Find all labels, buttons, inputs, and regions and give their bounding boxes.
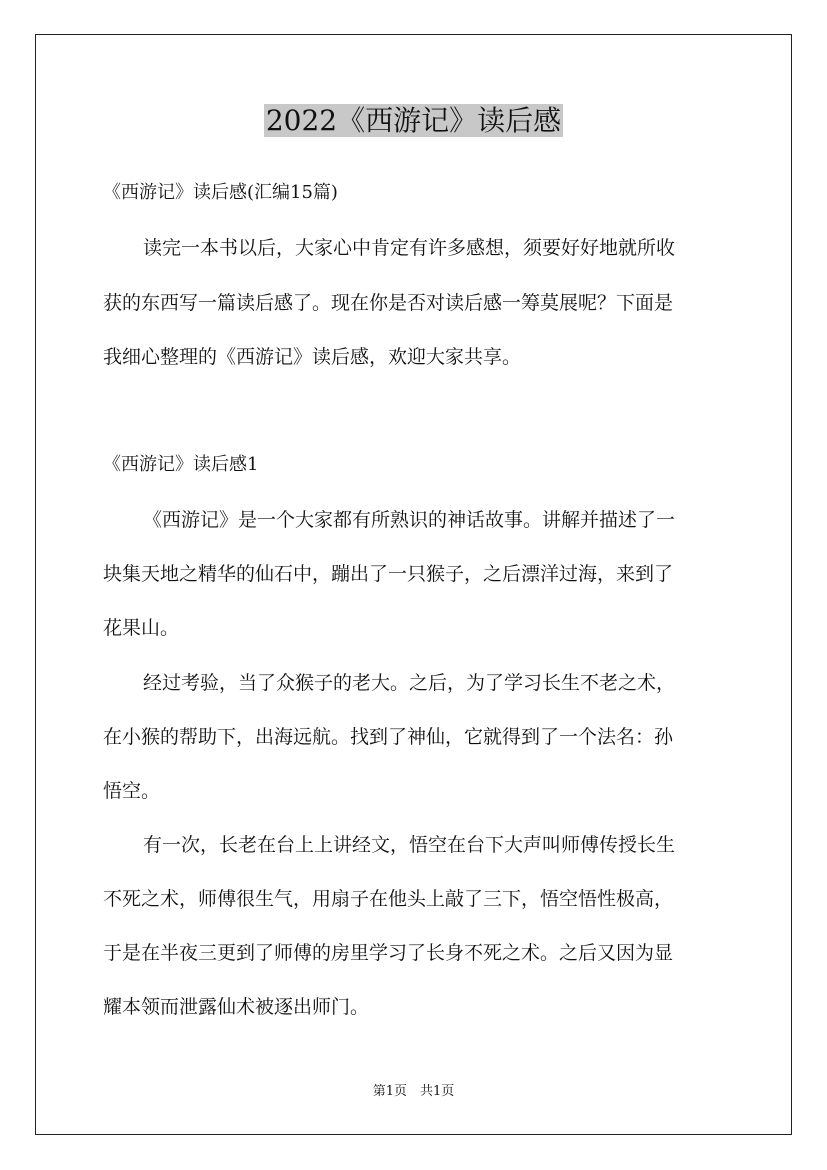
paragraph-3-line-3: 于是在半夜三更到了师傅的房里学习了长身不死之术。之后又因为显: [103, 942, 674, 964]
document-title-text: 2022《西游记》读后感: [265, 104, 562, 137]
document-subtitle: 《西游记》读后感(汇编15篇): [103, 182, 338, 203]
paragraph-3-line-1: 有一次，长老在台上上讲经文，悟空在台下大声叫师傅传授长生: [143, 834, 676, 856]
document-title: [0, 100, 827, 142]
section-heading: 《西游记》读后感1: [103, 454, 259, 475]
page-footer: 第1页 共1页: [372, 1084, 455, 1099]
intro-line-1: 读完一本书以后，大家心中肯定有许多感想，须要好好地就所收: [143, 237, 676, 259]
intro-line-2: 获的东西写一篇读后感了。现在你是否对读后感一筹莫展呢？下面是: [103, 292, 674, 314]
paragraph-2-line-1: 经过考验，当了众猴子的老大。之后，为了学习长生不老之术，: [143, 672, 676, 694]
paragraph-1-line-1: 《西游记》是一个大家都有所熟识的神话故事。讲解并描述了一: [143, 509, 676, 531]
paragraph-2-line-2: 在小猴的帮助下，出海远航。找到了神仙，它就得到了一个法名：孙: [103, 726, 674, 748]
paragraph-1-line-3: 花果山。: [103, 617, 180, 639]
intro-line-3: 我细心整理的《西游记》读后感，欢迎大家共享。: [103, 346, 522, 368]
paragraph-3-line-2: 不死之术，师傅很生气，用扇子在他头上敲了三下，悟空悟性极高，: [103, 888, 674, 910]
paragraph-3-line-4: 耀本领而泄露仙术被逐出师门。: [103, 996, 370, 1018]
paragraph-2-line-3: 悟空。: [103, 780, 161, 802]
paragraph-1-line-2: 块集天地之精华的仙石中，蹦出了一只猴子，之后漂洋过海，来到了: [103, 563, 674, 585]
